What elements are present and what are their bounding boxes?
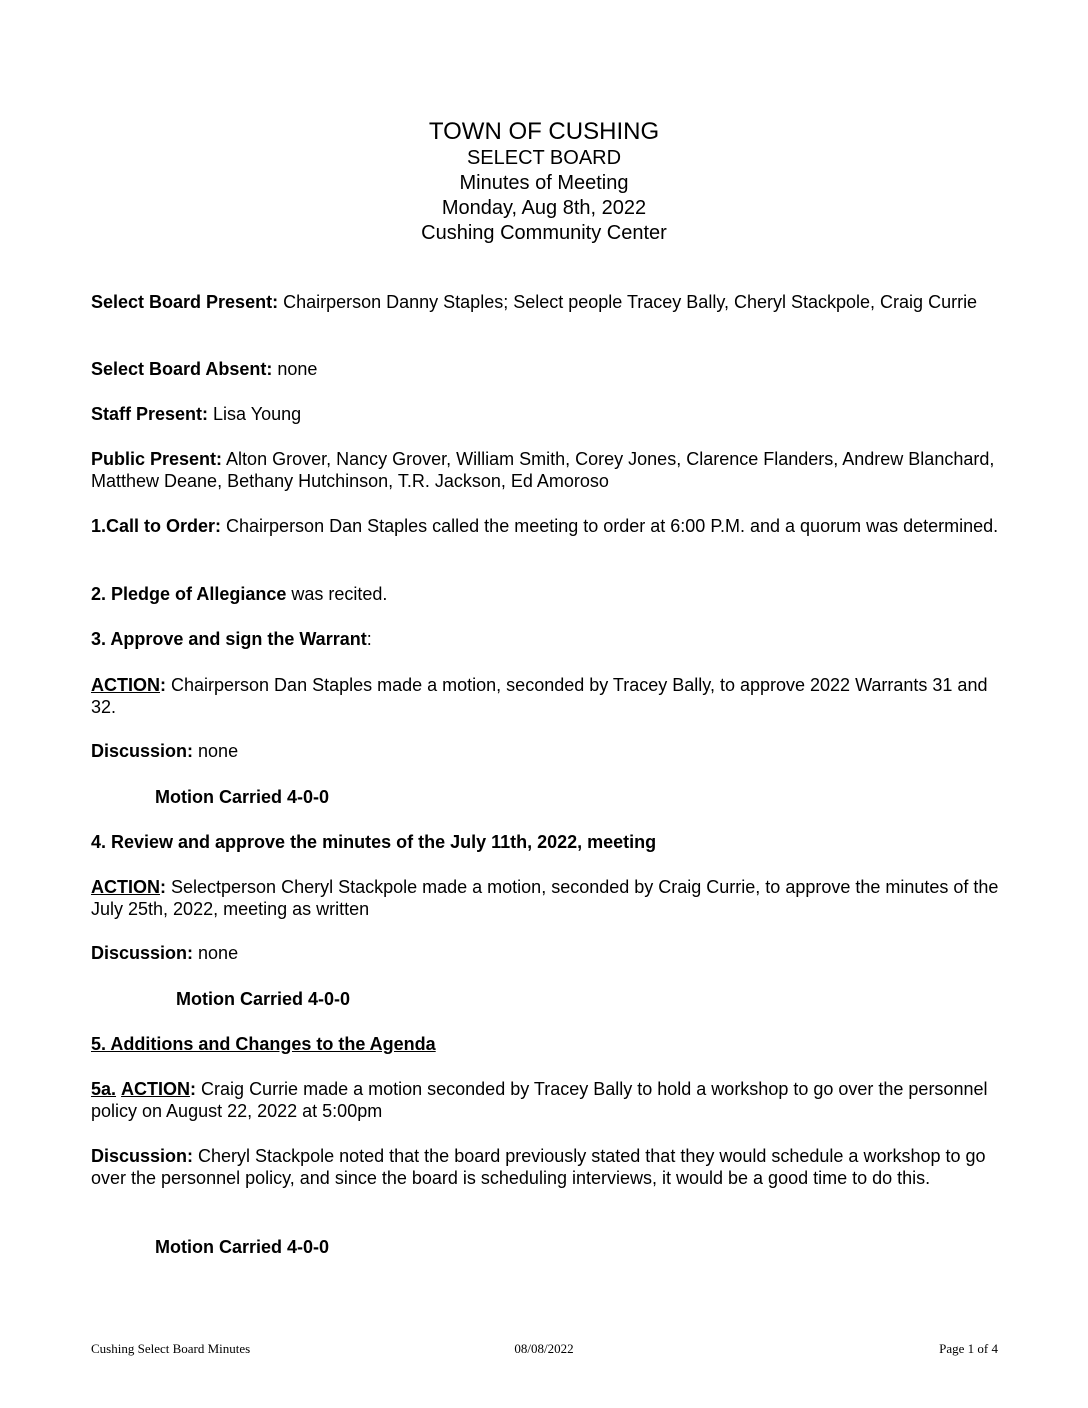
item-4-action-text: Selectperson Cheryl Stackpole made a motion, seconded by Craig Currie, to approve the minutes of the July 25th, 2022, meeting as written	[91, 877, 999, 919]
document-header	[0, 118, 1088, 246]
item-3-action-colon: :	[160, 675, 166, 695]
item-4-action-label: ACTION	[91, 877, 160, 897]
item-5a-discussion-text: Cheryl Stackpole noted that the board previously stated that they would schedule a workshop to go over the personnel policy, and since the board is scheduling interviews, it would be a good time to do this.	[91, 1146, 986, 1188]
footer-left: Cushing Select Board Minutes	[91, 1341, 251, 1356]
item-3-discussion-label: Discussion:	[91, 741, 194, 761]
board-absent-paragraph	[91, 358, 1006, 380]
item-5a-action-text: Craig Currie made a motion seconded by Tracey Bally to hold a workshop to go over the personnel policy on August 22, 2022 at 5:00pm	[91, 1079, 988, 1121]
item-3-action-label: ACTION	[91, 675, 160, 695]
item-5a-discussion-label: Discussion:	[91, 1146, 194, 1166]
board-name: SELECT BOARD	[466, 147, 622, 169]
item-4-heading: 4. Review and approve the minutes of the July 11th, 2022, meeting	[91, 832, 657, 852]
item-5a-motion-result: Motion Carried 4-0-0	[155, 1237, 330, 1257]
document-type: Minutes of Meeting	[459, 172, 629, 194]
item-3-motion-result: Motion Carried 4-0-0	[155, 787, 330, 807]
public-present-text: Alton Grover, Nancy Grover, William Smith, Corey Jones, Clarence Flanders, Andrew Blanchard, Matthew Deane, Bethany Hutchinson, T.R. Jackson, Ed Amoroso	[91, 449, 995, 491]
item-2-label: 2. Pledge of Allegiance	[91, 584, 287, 604]
item-3-discussion-paragraph	[91, 740, 1006, 762]
item-1-label: 1.Call to Order:	[91, 516, 222, 536]
board-present-paragraph	[91, 291, 1006, 313]
footer-page-number: Page 1 of 4	[939, 1341, 998, 1356]
item-5a-action-label: ACTION	[121, 1079, 191, 1099]
board-absent-label: Select Board Absent:	[91, 359, 273, 379]
item-3-colon: :	[366, 629, 372, 649]
item-4-discussion-paragraph	[91, 942, 1006, 964]
item-3-action-paragraph	[91, 674, 1006, 718]
board-present-text: Chairperson Danny Staples; Select people Tracey Bally, Cheryl Stackpole, Craig Currie	[278, 292, 978, 312]
footer-date: 08/08/2022	[514, 1341, 574, 1356]
item-5a-action-paragraph	[91, 1078, 1006, 1122]
item-2-paragraph	[91, 583, 1006, 605]
staff-present-paragraph	[91, 403, 1006, 425]
public-present-label: Public Present:	[91, 449, 223, 469]
item-4-motion-result: Motion Carried 4-0-0	[176, 989, 351, 1009]
item-4-action-colon: :	[160, 877, 166, 897]
item-1-paragraph	[91, 515, 1006, 537]
item-3-action-text: Chairperson Dan Staples made a motion, seconded by Tracey Bally, to approve 2022 Warrants 31 and 32.	[91, 675, 988, 717]
item-5-heading: 5. Additions and Changes to the Agenda	[91, 1034, 436, 1054]
item-5a-discussion-paragraph	[91, 1145, 1006, 1189]
board-present-label: Select Board Present:	[91, 292, 279, 312]
town-title: TOWN OF CUSHING	[428, 118, 660, 145]
board-absent-text: none	[272, 359, 318, 379]
public-present-paragraph	[91, 448, 1006, 492]
meeting-date: Monday, Aug 8th, 2022	[441, 197, 647, 219]
item-5a-number: 5a.	[91, 1079, 117, 1099]
staff-present-text: Lisa Young	[208, 404, 302, 424]
item-3-discussion-text: none	[193, 741, 239, 761]
item-1-text: Chairperson Dan Staples called the meeting to order at 6:00 P.M. and a quorum was determined.	[221, 516, 999, 536]
meeting-location: Cushing Community Center	[421, 222, 667, 244]
item-5a-action-colon: :	[190, 1079, 197, 1099]
item-4-discussion-label: Discussion:	[91, 943, 194, 963]
staff-present-label: Staff Present:	[91, 404, 209, 424]
item-3-heading	[91, 628, 1006, 650]
item-3-label: 3. Approve and sign the Warrant	[91, 629, 367, 649]
item-4-discussion-text: none	[193, 943, 239, 963]
item-2-text: was recited.	[286, 584, 388, 604]
item-4-action-paragraph	[91, 876, 1006, 920]
